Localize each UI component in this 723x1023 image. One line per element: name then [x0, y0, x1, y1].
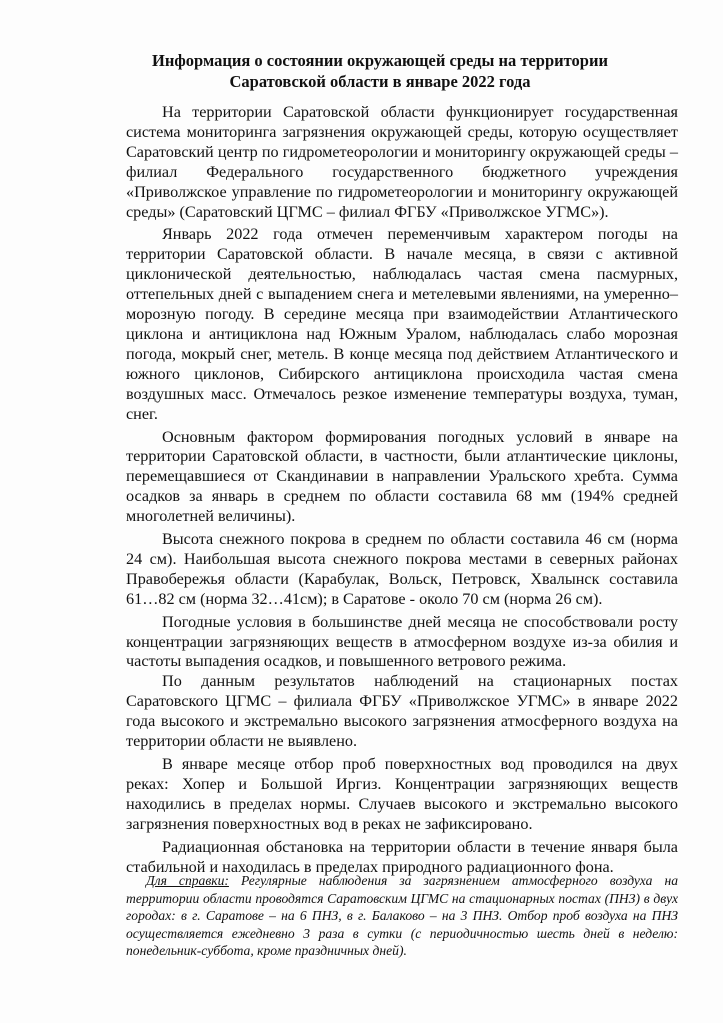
paragraph-snow-cover: Высота снежного покрова в среднем по области составила 46 см (норма 24 см). Наибольшая высота снежного покрова местами в северных районах Правобережья области (Карабулак, Вольск, Петровск, Хвалынск составила 61…82 см (норма 32…41см); в Саратове - около 70 см (норма 26 см).	[126, 530, 678, 608]
document-body	[126, 103, 678, 877]
document-title	[80, 50, 680, 92]
paragraph-weather: Январь 2022 года отмечен переменчивым характером погоды на территории Саратовской области. В начале месяца, в связи с активной циклонической деятельностью, наблюдалась частая смена пасмурных, оттепельных дней с выпадением снега и метелевыми явлениями, на умеренно–морозную погоду. В середине месяца при взаимодействии Атлантического циклона и антициклона над Южным Уралом, наблюдалась слабо морозная погода, мокрый снег, метель. В конце месяца под действием Атлантического и южного циклонов, Сибирского антициклона происходила частая смена воздушных масс. Отмечалось резкое изменение температуры воздуха, туман, снег.	[126, 225, 678, 423]
paragraph-precipitation: Основным фактором формирования погодных условий в январе на территории Саратовской области, в частности, были атлантические циклоны, перемещавшиеся от Скандинавии в направлении Уральского хребта. Сумма осадков за январь в среднем по области составила 68 мм (194% средней многолетней величины).	[126, 427, 678, 526]
paragraph-radiation: Радиационная обстановка на территории области в течение января была стабильной и находилась в пределах природного радиационного фона.	[126, 837, 678, 876]
title-line-1: Информация о состоянии окружающей среды на территории	[152, 51, 608, 70]
reference-note	[126, 872, 678, 960]
reference-note-text: Регулярные наблюдения за загрязнением атмосферного воздуха на территории области проводятся Саратовским ЦГМС на стационарных постах (ПНЗ) в двух городах: в г. Саратове – на 6 ПНЗ, в г. Балаково – на 3 ПНЗ. Отбор проб воздуха на ПНЗ осуществляется ежедневно 3 раза в сутки (с периодичностью шесть дней в неделю: понедельник-суббота, кроме праздничных дней).	[126, 873, 678, 959]
paragraph-intro: На территории Саратовской области функционирует государственная система мониторинга загрязнения окружающей среды, которую осуществляет Саратовский центр по гидрометеорологии и мониторингу окружающей среды – филиал Федерального государственного бюджетного учреждения «Приволжское управление по гидрометеорологии и мониторингу окружающей среды» (Саратовский ЦГМС – филиал ФГБУ «Приволжское УГМС»).	[126, 103, 678, 221]
title-line-2: Саратовской области в январе 2022 года	[229, 72, 531, 91]
paragraph-surface-water: В январе месяце отбор проб поверхностных вод проводился на двух реках: Хопер и Большой Иргиз. Концентрации загрязняющих веществ находились в пределах нормы. Случаев высокого и экстремально высокого загрязнения поверхностных вод в реках не зафиксировано.	[126, 755, 678, 833]
paragraph-monitoring-results: По данным результатов наблюдений на стационарных постах Саратовского ЦГМС – филиала ФГБУ «Приволжское УГМС» в январе 2022 года высокого и экстремально высокого загрязнения атмосферного воздуха на территории области не выявлено.	[126, 672, 678, 751]
paragraph-air-conditions: Погодные условия в большинстве дней месяца не способствовали росту концентрации загрязняющих веществ в атмосферном воздухе из-за обилия и частоты выпадения осадков, и повышенного ветрового режима.	[126, 612, 678, 671]
reference-note-label: Для справки:	[146, 873, 229, 888]
